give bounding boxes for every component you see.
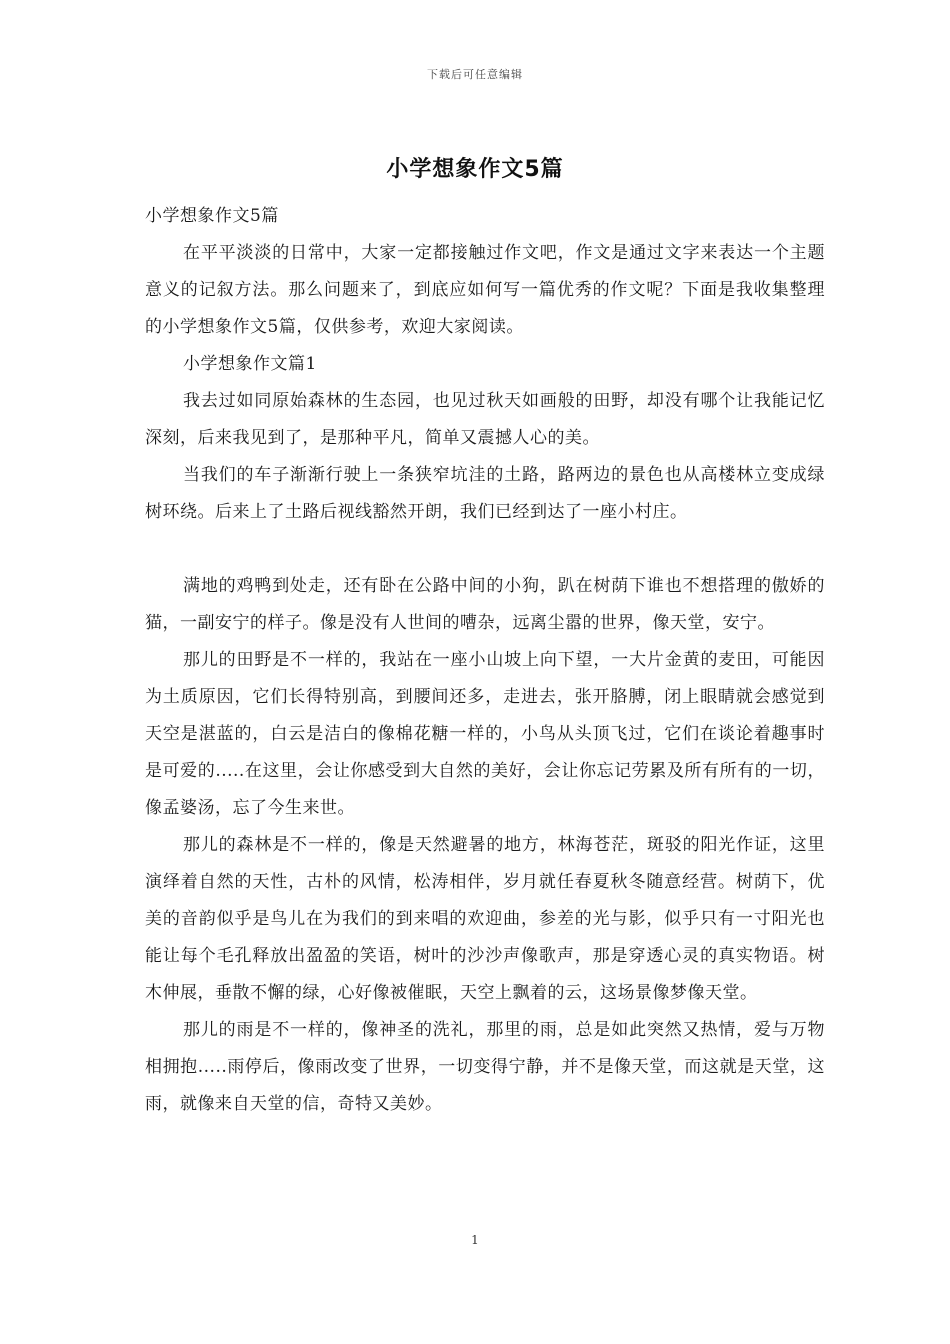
body-paragraph: 满地的鸡鸭到处走，还有卧在公路中间的小狗，趴在树荫下谁也不想搭理的傲娇的猫，一副安宁的样子。像是没有人世间的嘈杂，远离尘嚣的世界，像天堂，安宁。 xyxy=(145,576,825,633)
body-paragraph: 那儿的田野是不一样的，我站在一座小山坡上向下望，一大片金黄的麦田，可能因为土质原因，它们长得特别高，到腰间还多，走进去，张开胳膊，闭上眼睛就会感觉到天空是湛蓝的，白云是洁白的像棉花糖一样的，小鸟从头顶飞过，它们在谈论着趣事时是可爱的.....在这里，会让你感受到大自然的美好，会让你忘记劳累及所有所有的一切，像孟婆汤，忘了今生来世。 xyxy=(145,650,825,818)
body-paragraph: 那儿的雨是不一样的，像神圣的洗礼，那里的雨，总是如此突然又热情，爱与万物相拥抱.....雨停后，像雨改变了世界，一切变得宁静，并不是像天堂，而这就是天堂，这雨，就像来自天堂的信，奇特又美妙。 xyxy=(145,1020,825,1114)
section-heading: 小学想象作文篇1 xyxy=(183,354,317,374)
page-header-note: 下载后可任意编辑 xyxy=(427,68,523,81)
document-title: 小学想象作文5篇 xyxy=(386,157,564,182)
body-paragraph: 那儿的森林是不一样的，像是天然避暑的地方，林海苍茫，斑驳的阳光作证，这里演绎着自然的天性，古朴的风情，松涛相伴，岁月就任春夏秋冬随意经营。树荫下，优美的音韵似乎是鸟儿在为我们的到来唱的欢迎曲，参差的光与影，似乎只有一寸阳光也能让每个毛孔释放出盈盈的笑语，树叶的沙沙声像歌声，那是穿透心灵的真实物语。树木伸展，垂散不懈的绿，心好像被催眠，天空上飘着的云，这场景像梦像天堂。 xyxy=(145,835,825,1003)
intro-paragraph: 在平平淡淡的日常中，大家一定都接触过作文吧，作文是通过文字来表达一个主题意义的记叙方法。那么问题来了，到底应如何写一篇优秀的作文呢？下面是我收集整理的小学想象作文5篇，仅供参考，欢迎大家阅读。 xyxy=(145,243,825,337)
body-paragraph: 当我们的车子渐渐行驶上一条狭窄坑洼的土路，路两边的景色也从高楼林立变成绿树环绕。后来上了土路后视线豁然开朗，我们已经到达了一座小村庄。 xyxy=(145,465,825,522)
subtitle-paragraph: 小学想象作文5篇 xyxy=(145,206,279,226)
document-body xyxy=(145,198,825,1123)
page-number: 1 xyxy=(471,1233,479,1247)
body-paragraph: 我去过如同原始森林的生态园，也见过秋天如画般的田野，却没有哪个让我能记忆深刻，后来我见到了，是那种平凡，简单又震撼人心的美。 xyxy=(145,391,825,448)
